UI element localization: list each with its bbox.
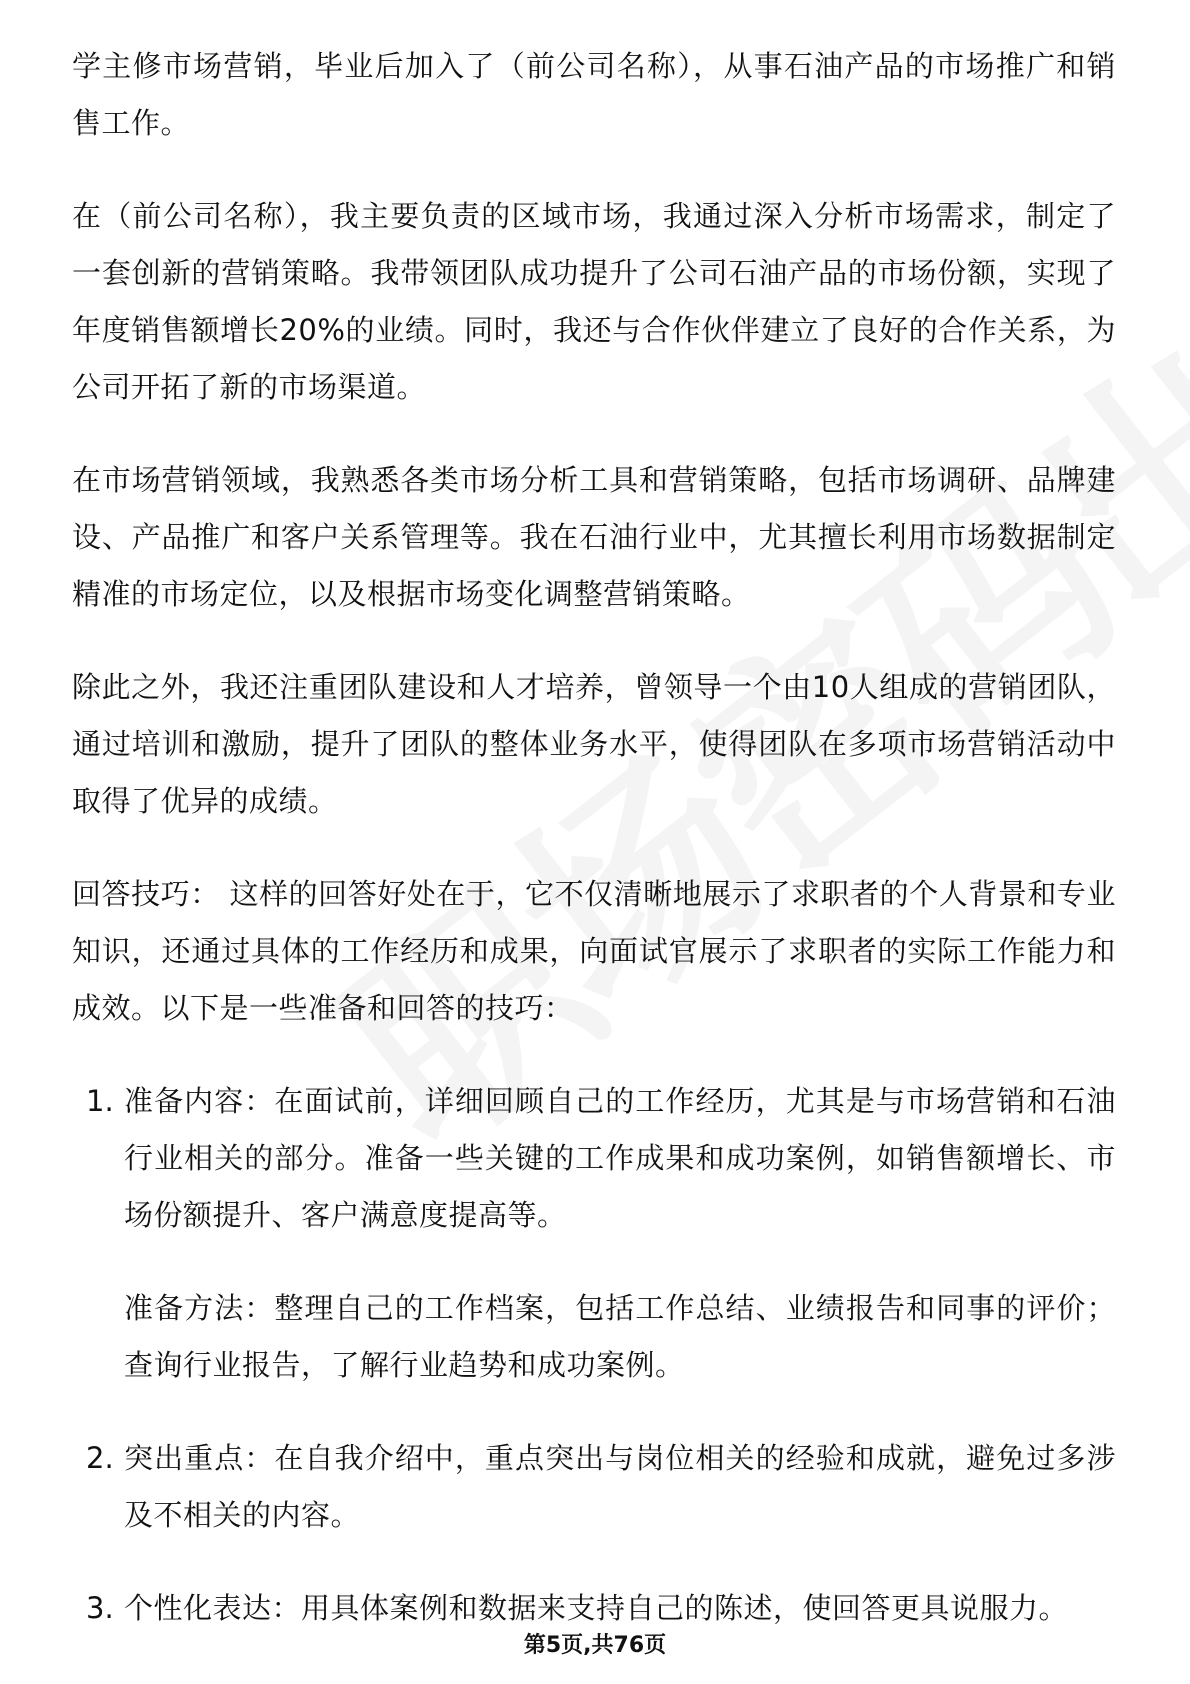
list-item-subtext: 准备方法：整理自己的工作档案，包括工作总结、业绩报告和同事的评价；查询行业报告，了解行业趋势和成功案例。 (124, 1291, 1116, 1382)
paragraph-answer-tips: 回答技巧： 这样的回答好处在于，它不仅清晰地展示了求职者的个人背景和专业知识，还通过具体的工作经历和成果，向面试官展示了求职者的实际工作能力和成效。以下是一些准备和回答的技巧： (72, 877, 1116, 1025)
list-item-text: 个性化表达：用具体案例和数据来支持自己的陈述，使回答更具说服力。 (124, 1591, 1069, 1625)
page-footer: 第5页,共76页 (523, 1633, 667, 1658)
tips-list (72, 1073, 1116, 1637)
list-item-number: 3. (86, 1591, 114, 1625)
paragraph-education: 学主修市场营销，毕业后加入了（前公司名称），从事石油产品的市场推广和销售工作。 (72, 49, 1116, 140)
paragraph-marketing-skills: 在市场营销领域，我熟悉各类市场分析工具和营销策略，包括市场调研、品牌建设、产品推广和客户关系管理等。我在石油行业中，尤其擅长利用市场数据制定精准的市场定位，以及根据市场变化调整营销策略。 (72, 463, 1116, 611)
paragraph-previous-company: 在（前公司名称），我主要负责的区域市场，我通过深入分析市场需求，制定了一套创新的营销策略。我带领团队成功提升了公司石油产品的市场份额，实现了年度销售额增长20%的业绩。同时，我还与合作伙伴建立了良好的合作关系，为公司开拓了新的市场渠道。 (72, 199, 1116, 404)
page-content (72, 38, 1116, 1673)
list-item-number: 1. (86, 1084, 114, 1118)
list-item-text: 突出重点：在自我介绍中，重点突出与岗位相关的经验和成就，避免过多涉及不相关的内容。 (124, 1441, 1116, 1532)
list-item (72, 1430, 1116, 1544)
list-item-text: 准备内容：在面试前，详细回顾自己的工作经历，尤其是与市场营销和石油行业相关的部分。准备一些关键的工作成果和成功案例，如销售额增长、市场份额提升、客户满意度提高等。 (124, 1084, 1116, 1232)
paragraph-team-building: 除此之外，我还注重团队建设和人才培养，曾领导一个由10人组成的营销团队，通过培训和激励，提升了团队的整体业务水平，使得团队在多项市场营销活动中取得了优异的成绩。 (72, 670, 1116, 818)
list-item (72, 1073, 1116, 1394)
list-item-number: 2. (86, 1441, 114, 1475)
